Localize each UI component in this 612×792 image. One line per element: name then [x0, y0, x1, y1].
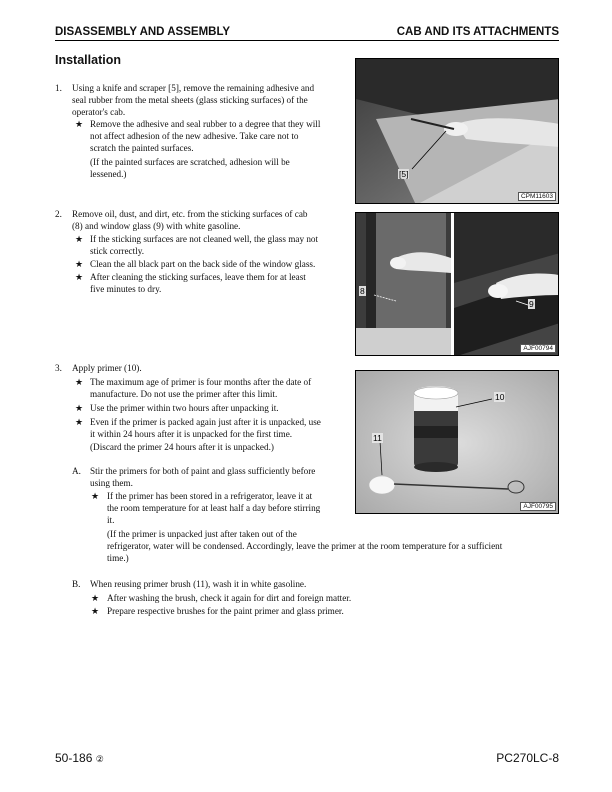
- step-1-number: 1.: [55, 83, 62, 93]
- photo-primer-code: AJF00795: [520, 502, 556, 511]
- photo-cleaning-label-glass: 9: [529, 299, 534, 309]
- step-1-note-1-sub-1: (If the painted surfaces are scratched, adhesion will be: [90, 157, 290, 167]
- star-icon: ★: [75, 272, 84, 282]
- star-icon: ★: [75, 259, 84, 269]
- star-icon: ★: [75, 417, 84, 427]
- substep-a-line-2: using them.: [90, 478, 133, 488]
- photo-cleaning: [355, 212, 559, 356]
- star-icon: ★: [75, 234, 84, 244]
- step-3-note-3-sub-1: (Discard the primer 24 hours after it is unpacked.): [90, 442, 274, 452]
- substep-b-line-1: When reusing primer brush (11), wash it in white gasoline.: [90, 579, 307, 589]
- step-2-note-3-line-2: five minutes to dry.: [90, 284, 162, 294]
- step-2-note-3-line-1: After cleaning the sticking surfaces, leave them for at least: [90, 272, 306, 282]
- step-3-number: 3.: [55, 363, 62, 373]
- step-1-note-1-line-3: scratch the painted surfaces.: [90, 143, 194, 153]
- photo-cleaning-art: [356, 213, 559, 356]
- substep-a-note-1-line-2: the room temperature for at least half a day before stirring: [107, 503, 321, 513]
- photo-scraper: [355, 58, 559, 204]
- star-icon: ★: [75, 119, 84, 129]
- photo-primer-art: [356, 371, 559, 514]
- step-3-note-1-line-2: manufacture. Do not use the primer after this limit.: [90, 389, 278, 399]
- step-2-note-1-line-1: If the sticking surfaces are not cleaned well, the glass may not: [90, 234, 319, 244]
- star-icon: ★: [91, 491, 100, 501]
- substep-b-letter: B.: [72, 579, 81, 589]
- step-2-line-1: Remove oil, dust, and dirt, etc. from the sticking surfaces of cab: [72, 209, 308, 219]
- star-icon: ★: [75, 377, 84, 387]
- photo-scraper-label: [5]: [399, 169, 409, 179]
- step-2-number: 2.: [55, 209, 62, 219]
- step-3-note-2-line-1: Use the primer within two hours after unpacking it.: [90, 403, 279, 413]
- substep-b-note-2-line-1: Prepare respective brushes for the paint primer and glass primer.: [107, 606, 344, 616]
- photo-scraper-art: [356, 59, 559, 204]
- page-header: [55, 26, 559, 40]
- photo-cleaning-code: AJF00794: [520, 344, 556, 353]
- photo-cleaning-label-cab: 8: [360, 286, 365, 296]
- footer-model: PC270LC-8: [496, 751, 559, 765]
- header-rule: [55, 40, 559, 41]
- substep-a-letter: A.: [72, 466, 81, 476]
- photo-primer-label-brush: 11: [373, 433, 382, 443]
- step-3-note-3-line-1: Even if the primer is packed again just after it is unpacked, use: [90, 417, 321, 427]
- substep-a-line-1: Stir the primers for both of paint and glass sufficiently before: [90, 466, 316, 476]
- substep-b-note-1-line-1: After washing the brush, check it again for dirt and foreign matter.: [107, 593, 352, 603]
- substep-a-note-1-sub-3: time.): [107, 553, 129, 563]
- footer-revision: ②: [95, 754, 104, 764]
- step-3-line-1: Apply primer (10).: [72, 363, 142, 373]
- substep-a-note-1-line-1: If the primer has been stored in a refrigerator, leave it at: [107, 491, 313, 501]
- photo-primer-label-can: 10: [495, 392, 505, 402]
- step-2-line-2: (8) and window glass (9) with white gasoline.: [72, 221, 241, 231]
- section-title: Installation: [55, 53, 121, 67]
- star-icon: ★: [91, 593, 100, 603]
- step-1-note-1-sub-2: lessened.): [90, 169, 127, 179]
- step-3-note-1-line-1: The maximum age of primer is four months after the date of: [90, 377, 312, 387]
- step-2-note-2-line-1: Clean the all black part on the back side of the window glass.: [90, 259, 316, 269]
- photo-scraper-code: CPM11603: [518, 192, 556, 201]
- footer-page: [55, 751, 104, 765]
- step-1-line-2: seal rubber from the metal sheets (glass sticking surfaces) of the: [72, 95, 308, 105]
- photo-primer: [355, 370, 559, 514]
- step-1-line-1: Using a knife and scraper [5], remove the remaining adhesive and: [72, 83, 315, 93]
- step-1-note-1-line-2: not affect adhesion of the new adhesive. Take care not to: [90, 131, 299, 141]
- substep-a-note-1-sub-2: refrigerator, water will be condensed. Accordingly, leave the primer at the room temperature for a sufficient: [107, 541, 503, 551]
- substep-a-note-1-sub-1: (If the primer is unpacked just after taken out of the: [107, 529, 297, 539]
- step-1-note-1-line-1: Remove the adhesive and seal rubber to a degree that they will: [90, 119, 321, 129]
- header-right: CAB AND ITS ATTACHMENTS: [396, 26, 559, 38]
- substep-a-note-1-line-3: it.: [107, 515, 115, 525]
- header-left: DISASSEMBLY AND ASSEMBLY: [55, 26, 231, 38]
- star-icon: ★: [91, 606, 100, 616]
- star-icon: ★: [75, 403, 84, 413]
- footer-page-number: 50-186: [55, 751, 93, 765]
- step-1-line-3: operator's cab.: [72, 107, 126, 117]
- step-2-note-1-line-2: stick correctly.: [90, 246, 144, 256]
- step-3-note-3-line-2: it within 24 hours after it is unpacked for the first time.: [90, 429, 293, 439]
